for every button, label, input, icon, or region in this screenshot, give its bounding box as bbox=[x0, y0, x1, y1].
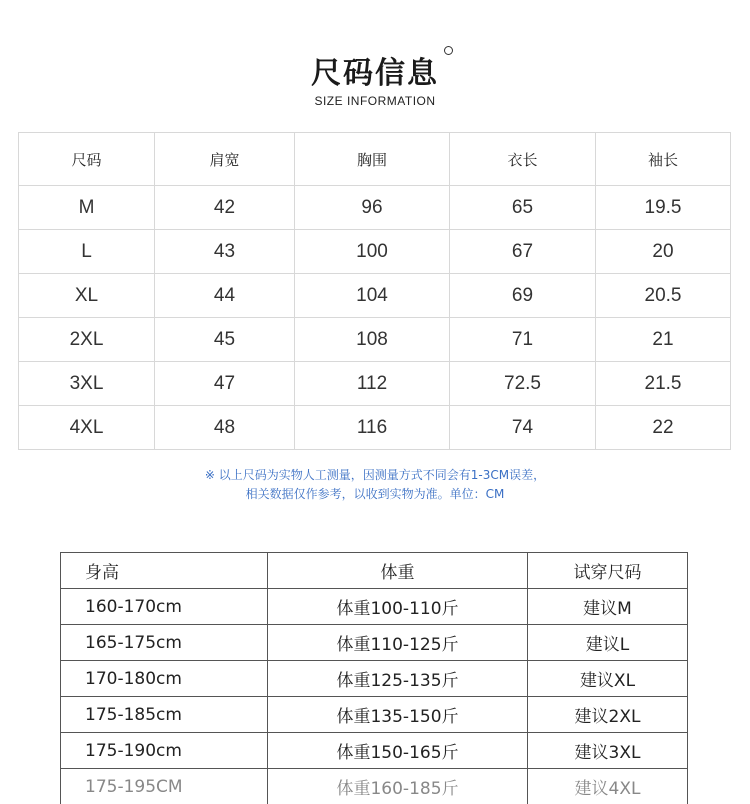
table-row bbox=[61, 661, 688, 697]
cell-weight: 体重100-110斤 bbox=[268, 589, 528, 625]
measurement-note bbox=[0, 466, 750, 504]
cell-suggested-size: 建议4XL bbox=[528, 769, 688, 804]
cell-suggested-size: 建议L bbox=[528, 625, 688, 661]
cell-weight: 体重125-135斤 bbox=[268, 661, 528, 697]
cell-size: M bbox=[19, 186, 155, 230]
note-line-1: ※ 以上尺码为实物人工测量，因测量方式不同会有1-3CM误差， bbox=[0, 466, 750, 485]
cell-weight: 体重110-125斤 bbox=[268, 625, 528, 661]
header-length: 衣长 bbox=[450, 133, 596, 186]
header-weight: 体重 bbox=[268, 553, 528, 589]
fit-table-header-row bbox=[61, 553, 688, 589]
cell-sleeve: 19.5 bbox=[596, 186, 731, 230]
cell-chest: 108 bbox=[295, 318, 450, 362]
cell-sleeve: 21.5 bbox=[596, 362, 731, 406]
table-row bbox=[19, 406, 731, 450]
table-row bbox=[19, 362, 731, 406]
size-table bbox=[18, 132, 731, 450]
cell-chest: 100 bbox=[295, 230, 450, 274]
cell-length: 65 bbox=[450, 186, 596, 230]
decorative-circle-icon bbox=[444, 46, 453, 55]
cell-sleeve: 20 bbox=[596, 230, 731, 274]
table-row bbox=[61, 697, 688, 733]
cell-chest: 104 bbox=[295, 274, 450, 318]
table-row bbox=[19, 186, 731, 230]
cell-height: 170-180cm bbox=[61, 661, 268, 697]
table-row bbox=[61, 769, 688, 804]
cell-suggested-size: 建议3XL bbox=[528, 733, 688, 769]
cell-weight: 体重135-150斤 bbox=[268, 697, 528, 733]
cell-size: 3XL bbox=[19, 362, 155, 406]
cell-shoulder: 44 bbox=[155, 274, 295, 318]
cell-chest: 112 bbox=[295, 362, 450, 406]
cell-height: 160-170cm bbox=[61, 589, 268, 625]
heading-title-wrap bbox=[311, 48, 439, 92]
cell-size: L bbox=[19, 230, 155, 274]
header-height: 身高 bbox=[61, 553, 268, 589]
cell-length: 67 bbox=[450, 230, 596, 274]
table-row bbox=[61, 589, 688, 625]
note-line-2: 相关数据仅作参考，以收到实物为准。单位：CM bbox=[0, 485, 750, 504]
table-row bbox=[61, 625, 688, 661]
header-sleeve: 袖长 bbox=[596, 133, 731, 186]
cell-shoulder: 45 bbox=[155, 318, 295, 362]
cell-length: 74 bbox=[450, 406, 596, 450]
cell-height: 175-185cm bbox=[61, 697, 268, 733]
cell-size: 4XL bbox=[19, 406, 155, 450]
cell-size: XL bbox=[19, 274, 155, 318]
cell-sleeve: 21 bbox=[596, 318, 731, 362]
cell-shoulder: 48 bbox=[155, 406, 295, 450]
table-row bbox=[61, 733, 688, 769]
cell-shoulder: 47 bbox=[155, 362, 295, 406]
cell-shoulder: 42 bbox=[155, 186, 295, 230]
cell-chest: 96 bbox=[295, 186, 450, 230]
cell-height: 175-195CM bbox=[61, 769, 268, 804]
cell-suggested-size: 建议XL bbox=[528, 661, 688, 697]
page-title: 尺码信息 bbox=[311, 56, 439, 91]
cell-sleeve: 20.5 bbox=[596, 274, 731, 318]
cell-chest: 116 bbox=[295, 406, 450, 450]
cell-sleeve: 22 bbox=[596, 406, 731, 450]
cell-height: 165-175cm bbox=[61, 625, 268, 661]
size-table-header-row bbox=[19, 133, 731, 186]
fit-table bbox=[60, 552, 688, 804]
cell-weight: 体重160-185斤 bbox=[268, 769, 528, 804]
cell-weight: 体重150-165斤 bbox=[268, 733, 528, 769]
header-size: 尺码 bbox=[19, 133, 155, 186]
cell-length: 72.5 bbox=[450, 362, 596, 406]
cell-length: 71 bbox=[450, 318, 596, 362]
cell-suggested-size: 建议2XL bbox=[528, 697, 688, 733]
header-suggested-size: 试穿尺码 bbox=[528, 553, 688, 589]
table-row bbox=[19, 274, 731, 318]
header-shoulder: 肩宽 bbox=[155, 133, 295, 186]
header-chest: 胸围 bbox=[295, 133, 450, 186]
table-row bbox=[19, 230, 731, 274]
cell-size: 2XL bbox=[19, 318, 155, 362]
page-heading bbox=[0, 48, 750, 108]
cell-length: 69 bbox=[450, 274, 596, 318]
cell-suggested-size: 建议M bbox=[528, 589, 688, 625]
cell-shoulder: 43 bbox=[155, 230, 295, 274]
cell-height: 175-190cm bbox=[61, 733, 268, 769]
page-subtitle: SIZE INFORMATION bbox=[0, 94, 750, 108]
table-row bbox=[19, 318, 731, 362]
